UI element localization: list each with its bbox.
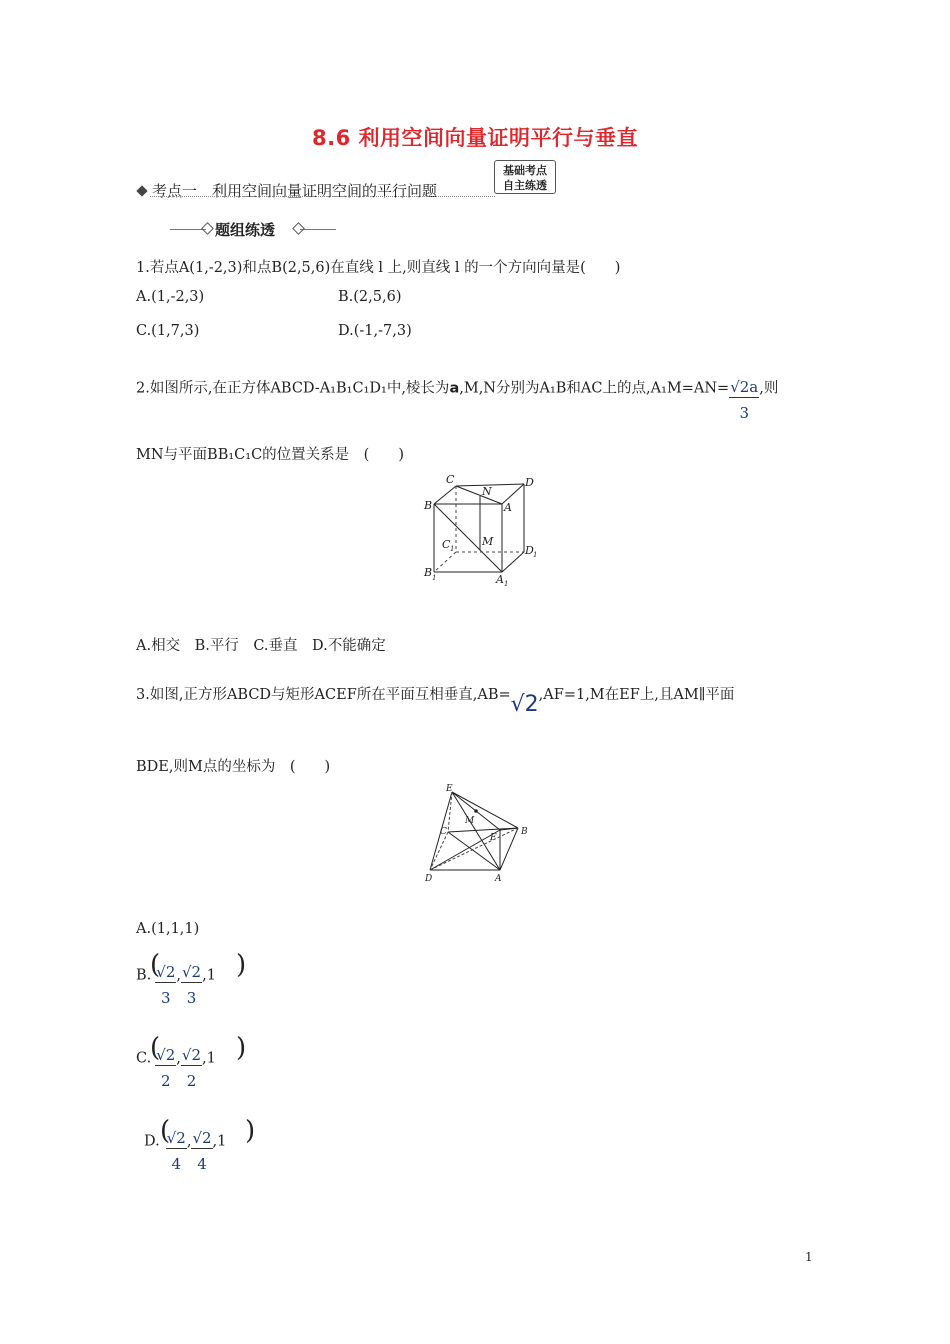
q2-text-before: 2.如图所示,在正方体ABCD-A₁B₁C₁D₁中,棱长为: [136, 380, 450, 397]
q1-option-a: A.(1,-2,3): [136, 289, 205, 305]
q3-option-c: C. $\frac{√2}{2}$ , $\frac{√2}{2}$ ,1: [136, 1046, 216, 1090]
label-b: B: [424, 499, 433, 512]
q3-b-den-1: 3: [161, 989, 171, 1007]
q3-sqrt-value: √2: [510, 692, 539, 717]
section-label: 考点一 利用空间向量证明空间的平行问题: [152, 182, 438, 200]
q1-option-b: B.(2,5,6): [338, 289, 402, 305]
q1-option-d: D.(-1,-7,3): [338, 323, 412, 339]
q2-frac-num: √2a: [730, 378, 759, 396]
section-underline: [150, 196, 495, 197]
label-m: M: [482, 535, 494, 548]
label-c: C: [446, 473, 455, 486]
q2-edge-symbol: a: [449, 380, 460, 397]
q3-option-a-text: (1,1,1): [151, 921, 200, 937]
q3-text-before: 3.如图,正方形ABCD与矩形ACEF所在平面互相垂直,AB=: [136, 687, 511, 703]
square-rectangle-figure: [420, 782, 532, 886]
label-d: D: [525, 476, 534, 489]
close-paren: ): [245, 1116, 256, 1146]
label-a: A: [504, 501, 512, 514]
q3-d-frac-2: [191, 1131, 212, 1172]
q3-b-den-2: 3: [186, 989, 197, 1007]
label-c1: C: [442, 538, 451, 551]
q1-option-c: C.(1,7,3): [136, 323, 200, 339]
section-heading: [138, 180, 437, 201]
q3-d-den-1: 4: [171, 1155, 182, 1173]
q3-b-frac-2: [181, 965, 202, 1006]
q3-c-den-1: 2: [160, 1072, 171, 1090]
label-n: N: [482, 485, 492, 498]
question-2: [136, 368, 779, 422]
label-d: D: [425, 874, 433, 884]
badge-line-1: 基础考点: [503, 164, 547, 177]
label-b: B: [521, 827, 528, 837]
question-1: 1.若点A(1,-2,3)和点B(2,5,6)在直线 l 上,则直线 l 的一个方向向量是( ): [136, 260, 621, 276]
q3-d-den-2: 4: [197, 1155, 207, 1173]
q3-option-d: D. $\frac{√2}{4}$ , $\frac{√2}{4}$ ,1: [144, 1129, 227, 1173]
q2-frac-den: 3: [739, 404, 749, 422]
q2-line-2: MN与平面BB₁C₁C的位置关系是 ( ): [136, 447, 404, 463]
q3-c-frac-2: [181, 1048, 202, 1089]
q3-line-2: BDE,则M点的坐标为 ( ): [136, 759, 331, 775]
sub-1: 1: [450, 545, 455, 553]
q3-option-b-prefix: B.: [136, 967, 152, 984]
open-paren: (: [150, 950, 161, 980]
q3-c-den-2: 2: [186, 1072, 197, 1090]
label-b1: B: [424, 566, 433, 579]
q3-c-num-2: √2: [181, 1046, 202, 1064]
close-paren: ): [236, 950, 247, 980]
label-f: F: [490, 833, 497, 843]
q3-b-tail: 1: [206, 967, 216, 984]
q2-text-mid: ,M,N分别为A₁B和AC上的点,A₁M=AN=: [459, 380, 730, 397]
label-e: E: [446, 784, 453, 794]
sub-1: 1: [432, 574, 437, 582]
label-d1: D: [525, 544, 534, 557]
question-3: [136, 680, 735, 717]
sub-1: 1: [533, 551, 538, 559]
page-number: 1: [805, 1250, 813, 1264]
page-title: 8.6 利用空间向量证明平行与垂直: [311, 126, 638, 150]
cube-figure: [418, 472, 548, 588]
q3-option-a: [136, 921, 199, 937]
q3-option-c-prefix: C.: [136, 1050, 152, 1067]
sub-1: 1: [504, 580, 509, 588]
q3-c-num-1: √2: [156, 1046, 176, 1064]
label-a1: A: [496, 573, 504, 586]
group-heading: 题组练透: [214, 221, 275, 239]
q3-d-tail: 1: [217, 1133, 227, 1150]
q3-option-b: B. $\frac{√2}{3}$ , $\frac{√2}{3}$ ,1: [136, 963, 216, 1007]
open-paren: (: [150, 1033, 161, 1063]
q3-d-num-1: √2: [166, 1129, 186, 1147]
q2-fraction: [729, 380, 759, 421]
q3-option-d-prefix: D.: [144, 1133, 160, 1150]
q2-text-after: ,则: [759, 380, 779, 397]
open-paren: (: [160, 1116, 171, 1146]
badge-line-2: 自主练透: [503, 179, 547, 192]
q3-d-num-2: √2: [192, 1129, 212, 1147]
q3-b-num-2: √2: [181, 963, 202, 981]
label-a: A: [495, 874, 502, 884]
label-c: C: [440, 827, 447, 837]
q3-text-after: ,AF=1,M在EF上,且AM∥平面: [538, 687, 735, 703]
q3-b-num-1: √2: [156, 963, 176, 981]
q2-answers: A.相交 B.平行 C.垂直 D.不能确定: [136, 638, 386, 654]
label-m: M: [465, 816, 475, 826]
close-paren: ): [236, 1033, 247, 1063]
section-badge: [494, 160, 556, 194]
q3-c-tail: 1: [206, 1050, 216, 1067]
diamond-icon: [136, 185, 147, 196]
q3-option-a-prefix: A.: [136, 921, 152, 937]
